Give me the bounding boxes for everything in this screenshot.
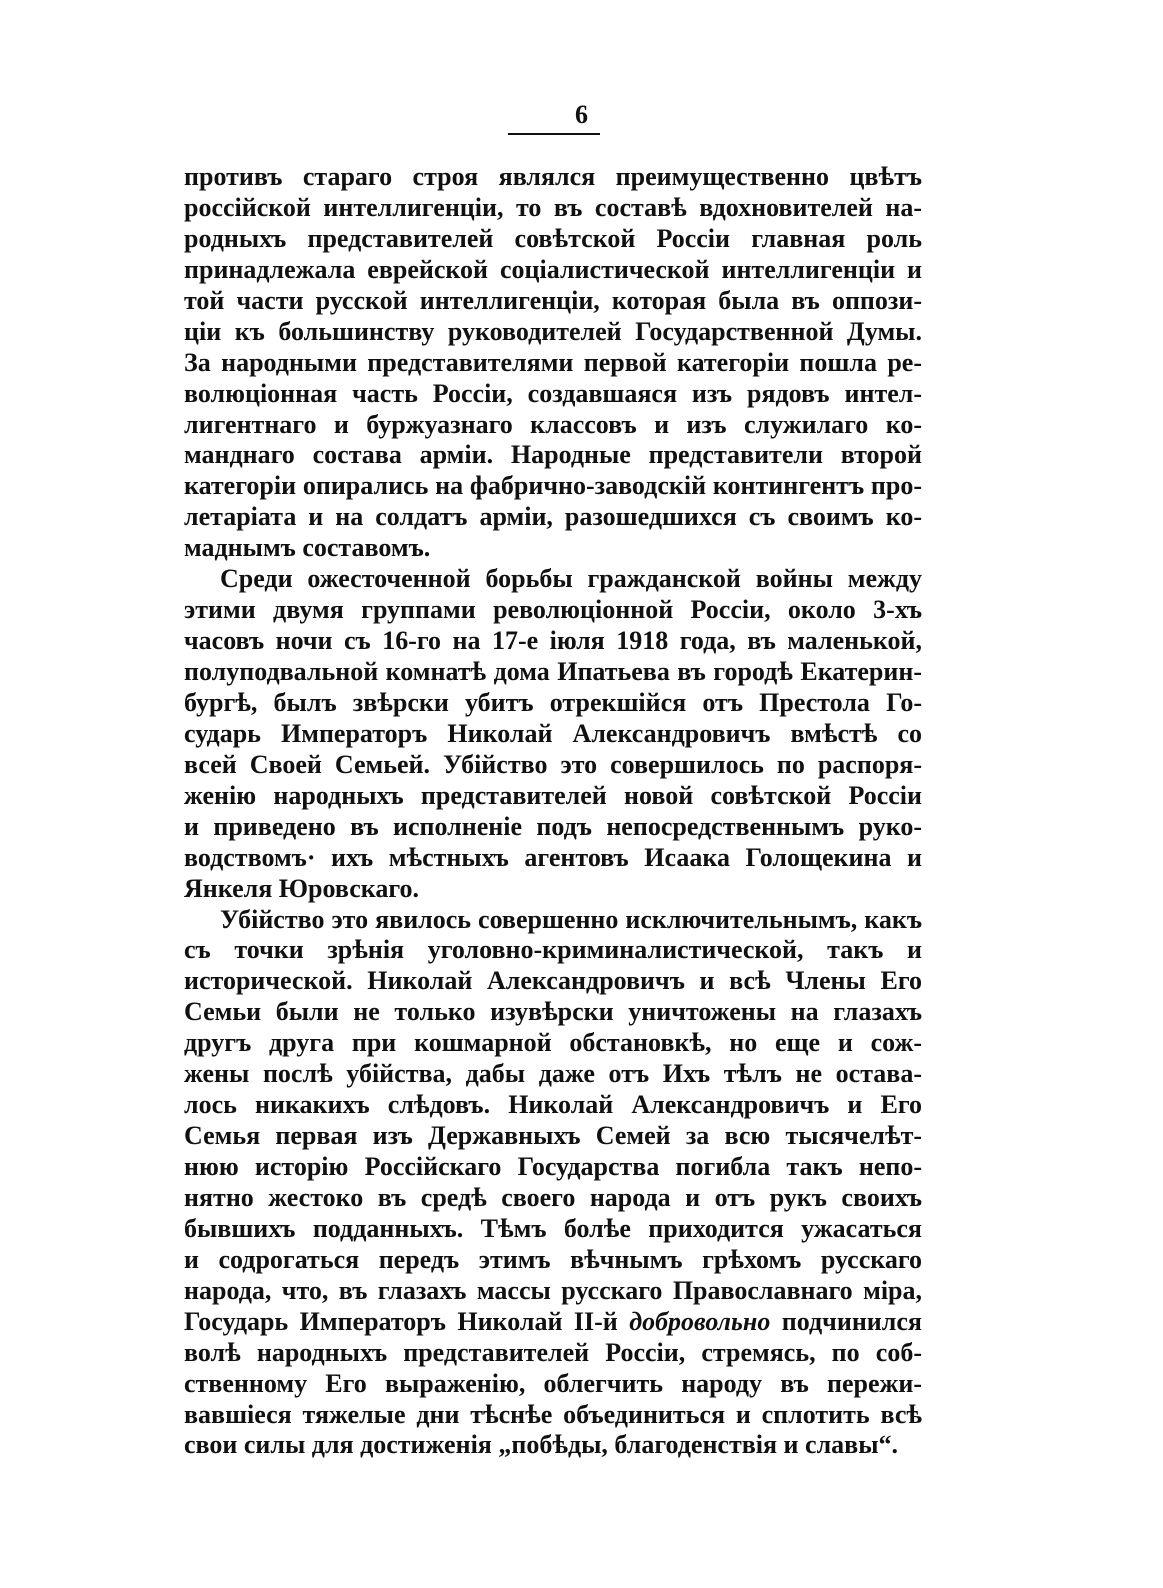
- text-line: маднымъ составомъ.: [184, 533, 431, 563]
- paragraph-1: [184, 162, 922, 564]
- page-number-rule: [508, 133, 600, 135]
- text-line: и содрогаться передъ этимъ вѣчнымъ грѣхомъ русскаго: [184, 1244, 922, 1274]
- text-line: другъ друга при кошмарной обстановкѣ, но еще и сож-: [184, 1028, 922, 1058]
- text-line: ственному Его выраженію, облегчить народу въ пережи-: [184, 1368, 922, 1398]
- text-line: волѣ народныхъ представителей Россіи, стремясь, по соб-: [184, 1337, 922, 1367]
- text-line: россійской интеллигенціи, то въ составѣ вдохновителей на-: [184, 192, 922, 222]
- text-line: категоріи опирались на фабрично-заводскій контингентъ про-: [184, 471, 922, 501]
- text-line: лигентнаго и буржуазнаго классовъ и изъ служилаго ко-: [184, 409, 922, 439]
- text-line: свои силы для достиженія „побѣды, благоденствія и славы“.: [184, 1430, 899, 1460]
- text-line-part: подчинился: [770, 1306, 922, 1336]
- paragraph-3: [184, 905, 922, 1462]
- text-line: бывшихъ подданныхъ. Тѣмъ болѣе приходится ужасаться: [184, 1213, 922, 1243]
- text-line: сударь Императоръ Николай Александровичъ вмѣстѣ со: [184, 718, 922, 748]
- text-line: Среди ожесточенной борьбы гражданской войны между: [220, 564, 922, 594]
- text-line: волюціонная часть Россіи, создавшаяся изъ рядовъ интел-: [184, 378, 922, 408]
- text-line: женію народныхъ представителей новой совѣтской Россіи: [184, 780, 922, 810]
- text-line: Семья первая изъ Державныхъ Семей за всю тысячелѣт-: [184, 1121, 922, 1151]
- text-line: [184, 1307, 922, 1338]
- text-line: часовъ ночи съ 16-го на 17-е іюля 1918 года, въ маленькой,: [184, 626, 922, 656]
- text-line: всей Своей Семьей. Убійство это совершилось по распоря-: [184, 749, 922, 779]
- text-line: противъ стараго строя являлся преимущественно цвѣтъ: [184, 162, 922, 191]
- text-line: съ точки зрѣнія уголовно-криминалистической, такъ и: [184, 935, 922, 965]
- text-line: нятно жестоко въ средѣ своего народа и отъ рукъ своихъ: [184, 1182, 922, 1212]
- text-line: ціи къ большинству руководителей Государственной Думы.: [184, 316, 922, 346]
- emphasis-word: добровольно: [629, 1306, 771, 1336]
- text-line: вавшіеся тяжелые дни тѣснѣе объединиться и сплотить всѣ: [184, 1399, 922, 1429]
- text-line: Янкеля Юровскаго.: [184, 873, 420, 903]
- text-line: и приведено въ исполненіе подъ непосредственнымъ руко-: [184, 811, 922, 841]
- text-line-part: Государь Императоръ Николай II-й: [184, 1306, 630, 1336]
- text-line: этими двумя группами революціонной Россіи, около 3-хъ: [184, 595, 922, 625]
- text-line: полуподвальной комнатѣ дома Ипатьева въ городѣ Екатерин-: [184, 657, 922, 686]
- text-line: народа, что, въ глазахъ массы русскаго Православнаго міра,: [184, 1275, 922, 1305]
- text-line: принадлежала еврейской соціалистической интеллигенціи и: [184, 254, 922, 284]
- text-line: исторической. Николай Александровичъ и всѣ Члены Его: [184, 966, 922, 996]
- text-line: Убійство это явилось совершенно исключительнымъ, какъ: [220, 904, 922, 934]
- text-line: жены послѣ убійства, дабы даже отъ Ихъ тѣлъ не остава-: [184, 1059, 922, 1089]
- text-line: той части русской интеллигенціи, которая была въ оппози-: [184, 285, 922, 315]
- text-line: водствомъ· ихъ мѣстныхъ агентовъ Исаака Голощекина и: [184, 842, 922, 872]
- paragraph-2: [184, 564, 922, 904]
- text-line: манднаго состава арміи. Народные представители второй: [184, 440, 922, 470]
- text-line: нюю исторію Россійскаго Государства погибла такъ непо-: [184, 1152, 922, 1181]
- page-number: 6: [575, 100, 588, 129]
- text-line: лось никакихъ слѣдовъ. Николай Александровичъ и Его: [184, 1090, 922, 1120]
- text-line: летаріата и на солдатъ арміи, разошедшихся съ своимъ ко-: [184, 502, 922, 532]
- text-line: За народными представителями первой категоріи пошла ре-: [184, 347, 922, 377]
- text-line: бургѣ, былъ звѣрски убитъ отрекшійся отъ Престола Го-: [184, 687, 922, 717]
- body-text: [184, 162, 922, 1461]
- text-line: Семьи были не только изувѣрски уничтожены на глазахъ: [184, 997, 922, 1027]
- text-line: родныхъ представителей совѣтской Россіи главная роль: [184, 223, 922, 253]
